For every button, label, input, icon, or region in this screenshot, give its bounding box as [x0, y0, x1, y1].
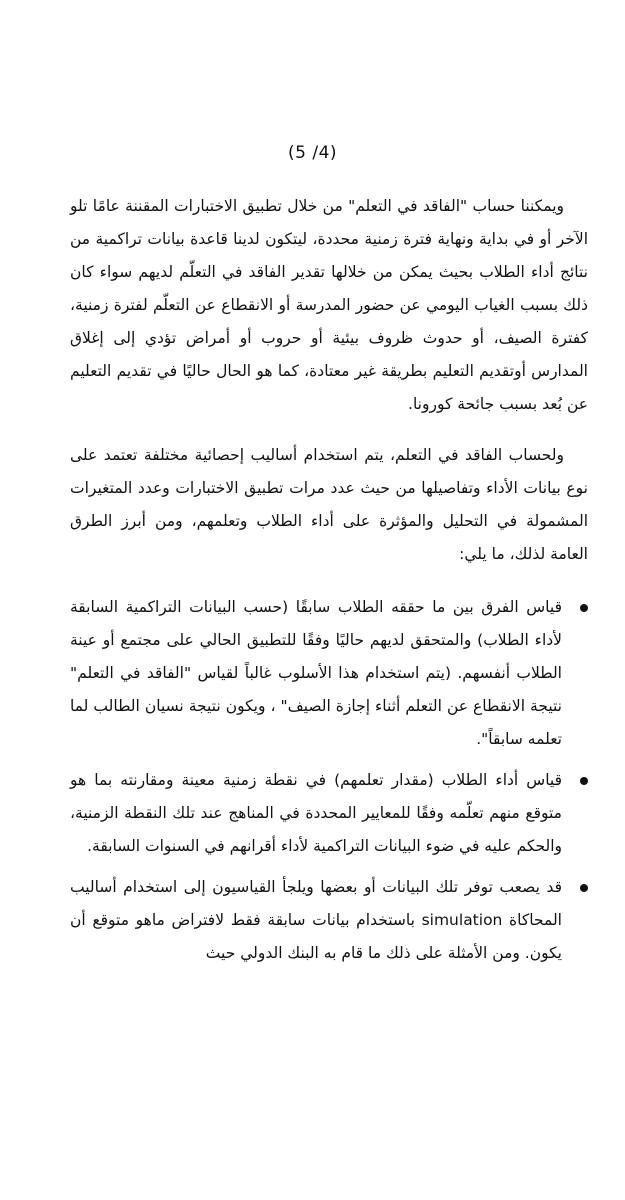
paragraph-statistical-methods: ولحساب الفاقد في التعلم، يتم استخدام أساليب إحصائية مختلفة تعتمد على نوع بيانات الأداء وتفاصيلها من حيث عدد مرات تطبيق الاختبارات وعدد المتغيرات المشمولة في التحليل والمؤثرة على أداء الطلاب وتعلمهم، ومن أبرز الطرق العامة لذلك، ما يلي:: [70, 446, 588, 563]
bullet-text: قياس الفرق بين ما حققه الطلاب سابقًا (حسب البيانات التراكمية السابقة لأداء الطلاب) والمتحقق لديهم حاليًا وفقًا للتطبيق الحالي على مجتمع أو عينة الطلاب أنفسهم. (يتم استخدام هذا الأسلوب غالباً لقياس "الفاقد في التعلم" نتيجة الانقطاع عن التعلم أثناء إجازة الصيف" ، ويكون نتيجة نسيان الطالب لما تعلمه سابقاً".: [70, 598, 562, 748]
list-item: [70, 871, 588, 970]
page-body: [70, 190, 588, 978]
methods-bullet-list: [70, 591, 588, 970]
list-item: [70, 591, 588, 756]
list-item: [70, 764, 588, 863]
bullet-dot-icon: [580, 777, 588, 785]
page-number: (5 /4): [287, 143, 338, 163]
bullet-dot-icon: [580, 604, 588, 612]
paragraph-learning-loss-calculation: ويمكننا حساب "الفاقد في التعلم" من خلال تطبيق الاختبارات المقننة عامًا تلو الآخر أو في بداية ونهاية فترة زمنية محددة، ليتكون لدينا قاعدة بيانات تراكمية من نتائج أداء الطلاب بحيث يمكن من خلالها تقدير الفاقد في التعلّم لديهم سواء كان ذلك بسبب الغياب اليومي عن حضور المدرسة أو الانقطاع عن التعلّم لفترة زمنية، كفترة الصيف، أو حدوث ظروف بيئية أو حروب أو أمراض تؤدي إلى إغلاق المدارس أوتقديم التعليم بطريقة غير معتادة، كما هو الحال حاليًا في تقديم التعليم عن بُعد بسبب جائحة كورونا.: [70, 197, 588, 413]
bullet-dot-icon: [580, 884, 588, 892]
bullet-text: قياس أداء الطلاب (مقدار تعلمهم) في نقطة زمنية معينة ومقارنته بما هو متوقع منهم تعلّمه وفقًا للمعايير المحددة في المناهج عند تلك النقطة الزمنية، والحكم عليه في ضوء البيانات التراكمية لأداء أقرانهم في السنوات السابقة.: [70, 771, 562, 855]
bullet-text: قد يصعب توفر تلك البيانات أو بعضها ويلجأ القياسيون إلى استخدام أساليب المحاكاة simulation باستخدام بيانات سابقة فقط لافتراض ماهو متوقع أن يكون. ومن الأمثلة على ذلك ما قام به البنك الدولي حيث: [70, 878, 562, 962]
